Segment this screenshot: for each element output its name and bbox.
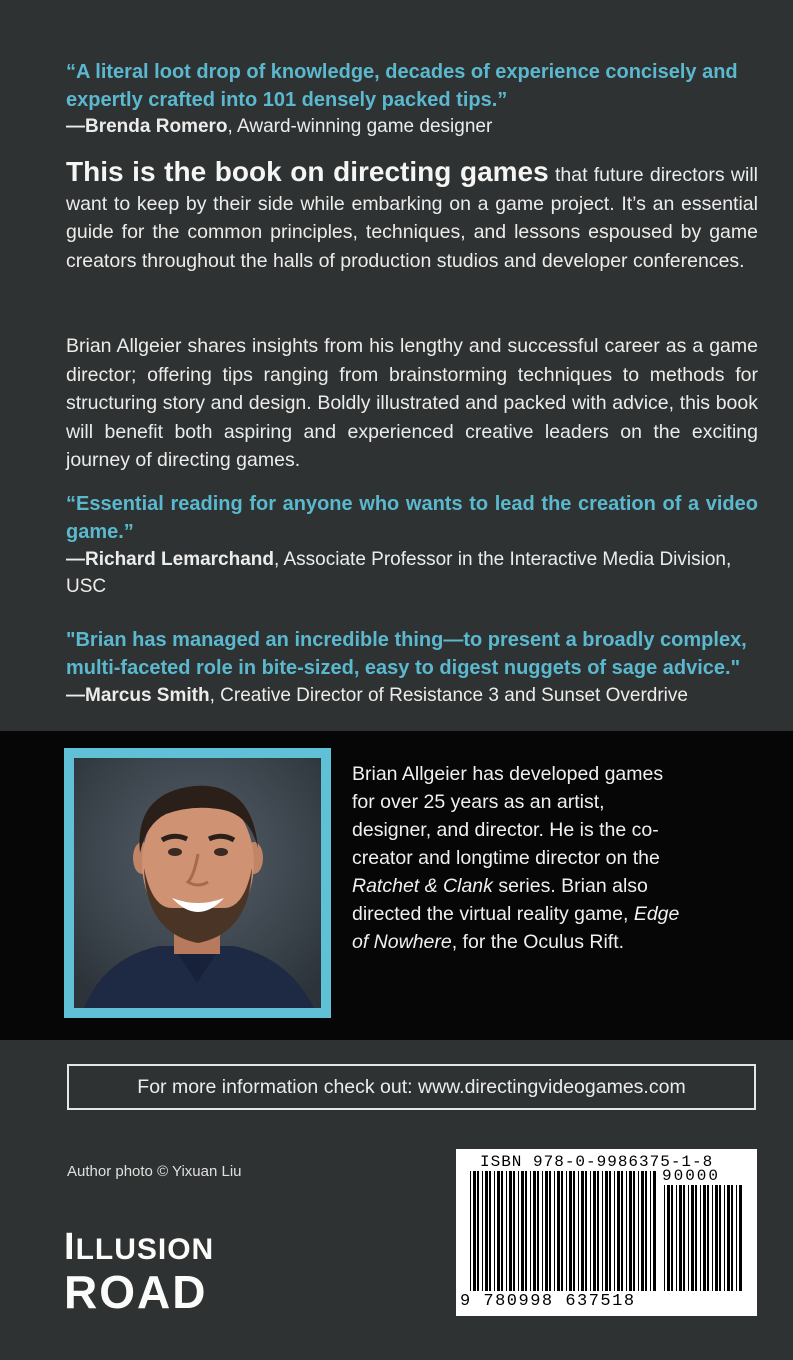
barcode-bar [513, 1171, 515, 1291]
barcode-bar [537, 1171, 539, 1291]
barcode-bar [703, 1185, 706, 1291]
description-lead-rest: that future directors will want to keep by their side while embarking on a game project. It’s an essential guide for the common principles, techniques, and lessons espoused by game creators throughout the halls of production studios and developer conferences. [66, 164, 758, 272]
bio-text: , for the Oculus Rift. [451, 931, 625, 953]
barcode-bar [485, 1171, 488, 1291]
barcode-bar [530, 1171, 531, 1291]
barcode-bar [688, 1185, 689, 1291]
barcode-bar [633, 1171, 635, 1291]
barcode-bar [664, 1185, 665, 1291]
book-description-paragraph-2: Brian Allgeier shares insights from his lengthy and successful career as a game director; offering tips ranging from brainstorming techniques to methods for structuring story and design. Boldly illustrated and packed with advice, this book will benefit both aspiring and experienced creative leaders on the exciting journey of directing games. [66, 335, 758, 471]
barcode-bar [667, 1185, 670, 1291]
barcode-bar [676, 1185, 677, 1291]
barcode-bar [712, 1185, 713, 1291]
quote-smith: "Brian has managed an incredible thing—to present a broadly complex, multi-faceted role in bite-sized, easy to digest nuggets of sage advice." [66, 629, 747, 679]
barcode-bar [590, 1171, 591, 1291]
quote-author-role: , Award-winning game designer [227, 116, 493, 137]
barcode-bar [506, 1171, 507, 1291]
ean-digits: 9 780998 637518 [460, 1292, 636, 1311]
barcode-bar [650, 1171, 651, 1291]
more-info-text: For more information check out: www.directingvideogames.com [137, 1075, 686, 1098]
description-lead-bold: This is the book on directing games [66, 156, 549, 187]
barcode-bar [578, 1171, 579, 1291]
quote-lemarchand-attribution [66, 546, 758, 600]
quote-author: —Brenda Romero [66, 116, 228, 137]
barcode-bar [724, 1185, 725, 1291]
isbn-barcode [456, 1149, 757, 1316]
quote-author-role: , Associate Professor in the Interactive Media Division, USC [66, 549, 732, 597]
logo-initial: I [64, 1226, 76, 1268]
barcode-bar [641, 1171, 644, 1291]
barcode-bar [545, 1171, 548, 1291]
barcode-bar [739, 1185, 742, 1291]
barcode-bar [561, 1171, 563, 1291]
author-photo-frame [64, 748, 331, 1018]
barcode-bar [569, 1171, 572, 1291]
quote-romero-attribution [66, 113, 492, 140]
isbn-text: ISBN 978-0-9986375-1-8 [480, 1153, 714, 1171]
barcode-bar [566, 1171, 567, 1291]
barcode-bar [482, 1171, 483, 1291]
photo-credit: Author photo © Yixuan Liu [67, 1163, 242, 1180]
publisher-logo [64, 1226, 215, 1318]
quote-author: —Marcus Smith [66, 685, 210, 706]
barcode-bar [638, 1171, 639, 1291]
barcode-bar [617, 1171, 620, 1291]
barcode-bar [470, 1171, 471, 1291]
barcode-bar [549, 1171, 551, 1291]
barcode-bar [626, 1171, 627, 1291]
barcode-bar [477, 1171, 479, 1291]
barcode-bar [683, 1185, 685, 1291]
barcode-bar [691, 1185, 694, 1291]
barcode-bar [609, 1171, 611, 1291]
price-code-text: 90000 [662, 1167, 721, 1185]
barcode-bar [653, 1171, 656, 1291]
bio-text: series. Brian also directed the virtual reality game, [352, 875, 648, 925]
barcode-bar [473, 1171, 476, 1291]
barcode-bar [494, 1171, 495, 1291]
barcode-bar [489, 1171, 491, 1291]
more-info-box [67, 1064, 756, 1110]
barcode-bar [533, 1171, 536, 1291]
barcode-bar [719, 1185, 721, 1291]
barcode-bar [573, 1171, 575, 1291]
barcode-bar [501, 1171, 503, 1291]
barcode-bar [731, 1185, 733, 1291]
barcode-bar [614, 1171, 615, 1291]
barcode-bar [585, 1171, 587, 1291]
barcode-bar [695, 1185, 697, 1291]
barcode-bar [554, 1171, 555, 1291]
barcode-bar [497, 1171, 500, 1291]
bio-text: Brian Allgeier has developed games for over 25 years as an artist, designer, and director. He is the co-creator and longtime director on the [352, 763, 664, 869]
barcode-bar [700, 1185, 701, 1291]
barcode-bar [679, 1185, 682, 1291]
barcode-bar [671, 1185, 673, 1291]
barcode-bar [707, 1185, 709, 1291]
barcode-bar [518, 1171, 519, 1291]
barcode-bar [557, 1171, 560, 1291]
barcode-bar [602, 1171, 603, 1291]
bio-game-title: Edge of Nowhere [352, 903, 680, 953]
logo-line-1-rest: LLUSION [75, 1233, 215, 1266]
barcode-bar [521, 1171, 524, 1291]
barcode-bar [525, 1171, 527, 1291]
barcode-bar [715, 1185, 718, 1291]
barcode-bar [581, 1171, 584, 1291]
barcode-bar [597, 1171, 599, 1291]
barcode-bar [736, 1185, 737, 1291]
logo-line-1 [64, 1226, 215, 1268]
addon-barcode-bars [664, 1185, 746, 1291]
logo-line-2: ROAD [64, 1266, 208, 1318]
ean-barcode-bars [470, 1171, 658, 1291]
barcode-bar [629, 1171, 632, 1291]
barcode-bar [509, 1171, 512, 1291]
barcode-bar [621, 1171, 623, 1291]
quote-romero: “A literal loot drop of knowledge, decades of experience concisely and expertly crafted into 101 densely packed tips.” [66, 61, 738, 111]
quote-smith-attribution [66, 682, 766, 709]
barcode-bar [542, 1171, 543, 1291]
author-photo [74, 758, 321, 1008]
quote-lemarchand: “Essential reading for anyone who wants to lead the creation of a video game.” [66, 493, 758, 543]
barcode-bar [645, 1171, 647, 1291]
quote-author-role: , Creative Director of Resistance 3 and Sunset Overdrive [209, 685, 688, 706]
quote-author: —Richard Lemarchand [66, 549, 274, 570]
bio-series-title: Ratchet & Clank [352, 875, 493, 897]
book-description [66, 158, 758, 275]
barcode-bar [593, 1171, 596, 1291]
barcode-bar [605, 1171, 608, 1291]
barcode-bar [727, 1185, 730, 1291]
author-bio [352, 760, 682, 956]
